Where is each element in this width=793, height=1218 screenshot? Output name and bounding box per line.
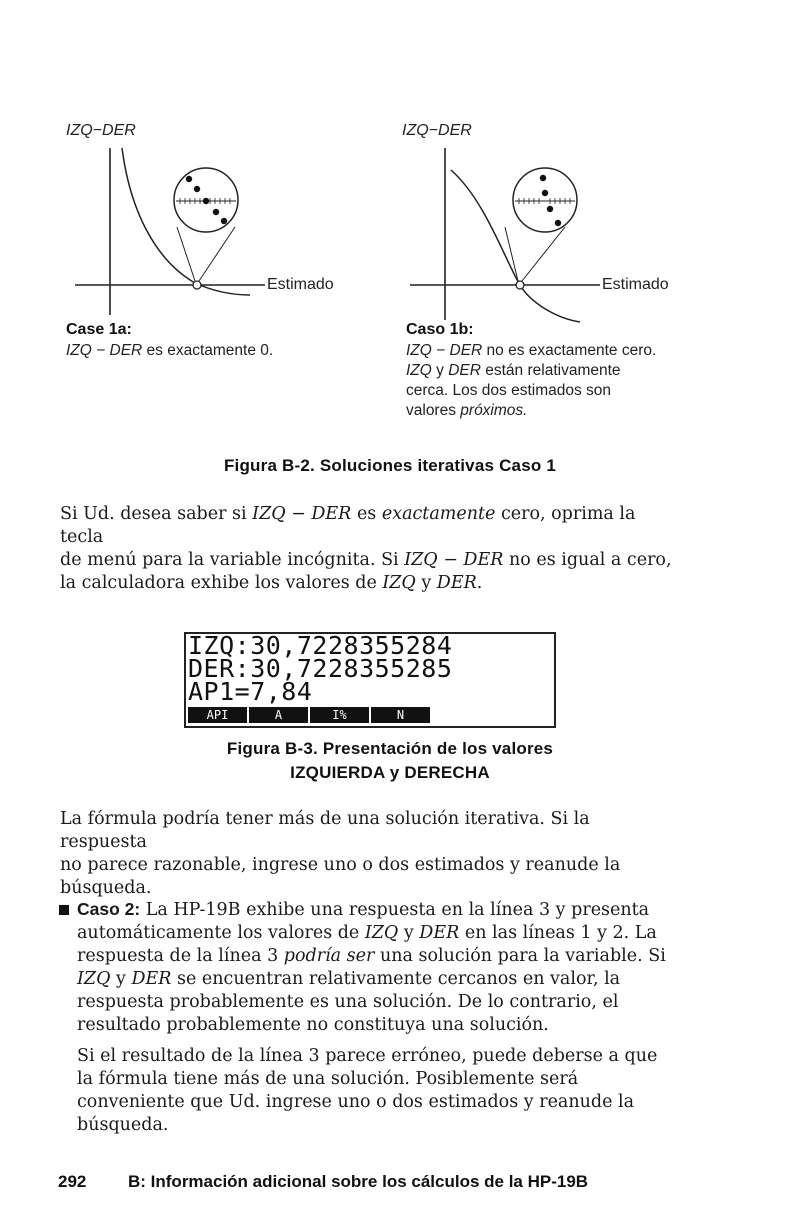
right-estimate-point <box>516 281 524 289</box>
right-dot <box>540 175 546 181</box>
left-dot <box>221 218 227 224</box>
case-2-line: Si el resultado de la línea 3 parece erróneo, puede deberse a que <box>77 1046 658 1066</box>
left-case-desc: IZQ − DER es exactamente 0. <box>66 342 274 359</box>
right-zoom-line <box>522 227 565 281</box>
right-case-line-4: valores próximos. <box>406 402 528 419</box>
right-zoom-line <box>505 227 518 281</box>
figure-b2-caption: Figura B-2. Soluciones iterativas Caso 1 <box>223 456 557 475</box>
case-2-bullet <box>59 905 69 915</box>
left-zoom-line <box>199 227 235 281</box>
left-graph-y-label: IZQ−DER <box>66 122 136 139</box>
paragraph-2 <box>60 808 680 900</box>
figure-b3-caption-line-1: Figura B-3. Presentación de los valores <box>226 739 554 758</box>
paragraph-1-line: de menú para la variable incógnita. Si IZQ − DER no es igual a cero, <box>60 550 672 570</box>
right-dot <box>542 190 548 196</box>
menu-key-a[interactable]: A <box>249 707 308 723</box>
left-dot <box>203 198 209 204</box>
case-2-line: automáticamente los valores de IZQ y DER en las líneas 1 y 2. La <box>77 923 657 943</box>
right-case-line-2: IZQ y DER están relativamente <box>406 362 621 379</box>
calculator-display <box>184 632 556 728</box>
left-estimate-point <box>193 281 201 289</box>
case-2-line: búsqueda. <box>77 1115 169 1135</box>
left-estimate-label: Estimado <box>267 276 334 293</box>
chapter-title: B: Información adicional sobre los cálculos de la HP-19B <box>128 1172 589 1191</box>
paragraph-1-line: la calculadora exhibe los valores de IZQ y DER. <box>60 573 483 593</box>
display-line-3: AP1=7,84 <box>188 677 313 706</box>
right-case-line-1: IZQ − DER no es exactamente cero. <box>406 342 657 359</box>
case-2-line: Caso 2: La HP-19B exhibe una respuesta en la línea 3 y presenta <box>77 899 650 920</box>
paragraph-2-line: búsqueda. <box>60 878 152 898</box>
left-dot <box>186 176 192 182</box>
right-dot <box>547 206 553 212</box>
menu-key-i-percent[interactable]: I% <box>310 707 369 723</box>
paragraph-2-line: no parece razonable, ingrese uno o dos estimados y reanude la <box>60 855 621 875</box>
right-estimate-label: Estimado <box>602 276 669 293</box>
case-2-line: respuesta probablemente es una solución. De lo contrario, el <box>77 992 619 1012</box>
right-graph-y-label: IZQ−DER <box>402 122 472 139</box>
case-2-line: respuesta de la línea 3 podría ser una solución para la variable. Si <box>77 946 666 966</box>
menu-key-api[interactable]: API <box>188 707 247 723</box>
figure-b3-caption-line-2: IZQUIERDA y DERECHA <box>290 763 490 782</box>
display-line-2: DER:30,7228355285 <box>188 654 453 683</box>
paragraph-1 <box>60 503 680 595</box>
right-dot <box>555 220 561 226</box>
case-2-line: la fórmula tiene más de una solución. Posiblemente será <box>77 1069 579 1089</box>
page-number: 292 <box>58 1172 87 1191</box>
left-graph-plot <box>70 140 290 320</box>
case-2-line: resultado probablemente no constituya una solución. <box>77 1015 549 1035</box>
paragraph-1-line: Si Ud. desea saber si IZQ − DER es exactamente cero, oprima la tecla <box>60 504 636 547</box>
menu-key-n[interactable]: N <box>371 707 430 723</box>
display-line-1: IZQ:30,7228355284 <box>188 631 453 660</box>
display-menu-row <box>188 707 430 723</box>
case-2-line: conveniente que Ud. ingrese uno o dos estimados y reanude la <box>77 1092 635 1112</box>
paragraph-2-line: La fórmula podría tener más de una solución iterativa. Si la respuesta <box>60 809 590 852</box>
left-dot <box>194 186 200 192</box>
case-2-line: IZQ y DER se encuentran relativamente cercanos en valor, la <box>77 969 621 989</box>
case-2-paragraph <box>77 898 677 1137</box>
right-case-line-3: cerca. Los dos estimados son <box>406 382 612 399</box>
right-graph-plot <box>405 140 625 330</box>
left-case-title: Case 1a: <box>66 321 132 338</box>
left-dot <box>213 209 219 215</box>
right-case-title: Caso 1b: <box>406 321 474 338</box>
